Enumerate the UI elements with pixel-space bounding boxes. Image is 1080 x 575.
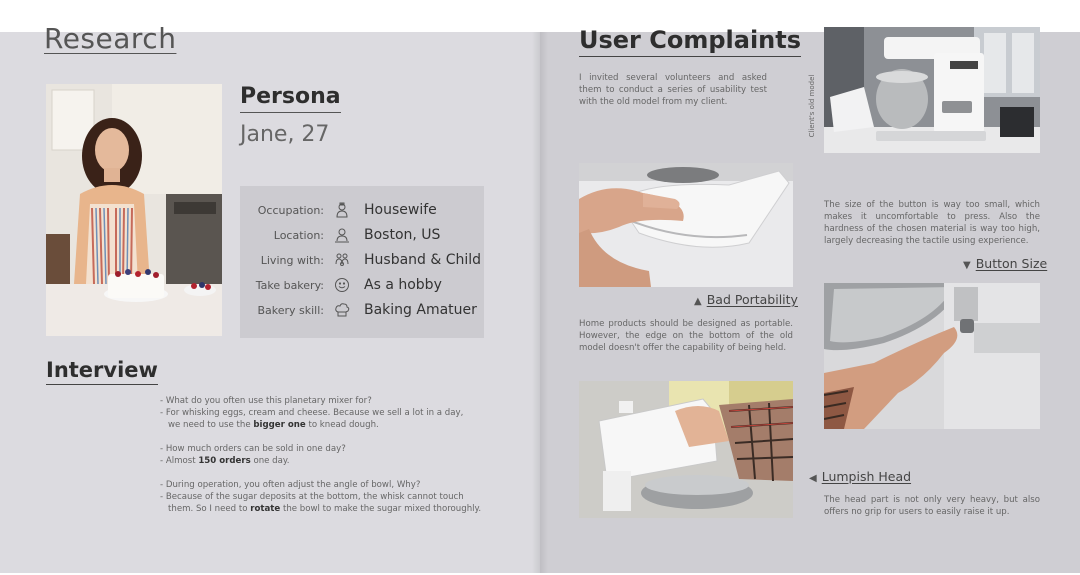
interview-line: - Because of the sugar deposits at the bottom, the whisk cannot touch: [160, 492, 464, 502]
lumpish-head-description: The head part is not only very heavy, but also offers no grip for users to easily raise it up.: [824, 495, 1040, 517]
info-value: Husband & Child: [364, 252, 482, 268]
interview-line: we need to use the bigger one to knead dough.: [168, 420, 379, 430]
info-label: Bakery skill:: [257, 304, 324, 317]
person-icon: [334, 202, 350, 218]
persona-photo: [46, 84, 222, 336]
button-size-label: ▼ Button Size: [963, 256, 1048, 271]
interview-line: - How much orders can be sold in one day?: [160, 444, 346, 454]
page-gutter: [532, 32, 548, 573]
interview-line: - During operation, you often adjust the angle of bowl, Why?: [160, 480, 421, 490]
interview-line: - For whisking eggs, cream and cheese. Because we sell a lot in a day,: [160, 408, 464, 418]
lumpish-head-label: ◀ Lumpish Head: [809, 469, 912, 484]
button-size-description: The size of the button is way too small, which makes it uncomfortable to press. Also the hardness of the chosen material is way too high, largely decreasing the tactile using experience.: [824, 200, 1040, 246]
old-model-caption: Client's old model: [808, 74, 816, 138]
info-row-take-bakery: [240, 275, 484, 300]
interview-line: - Almost 150 orders one day.: [160, 456, 290, 466]
info-value: Baking Amatuer: [364, 302, 477, 318]
info-label: Take bakery:: [255, 279, 324, 292]
old-model-photo: [824, 27, 1040, 153]
info-value: Housewife: [364, 202, 437, 218]
info-value: As a hobby: [364, 277, 442, 293]
interview-heading: Interview: [46, 358, 158, 385]
info-row-living-with: [240, 250, 484, 275]
interview-line: - What do you often use this planetary mixer for?: [160, 396, 372, 406]
info-row-location: [240, 225, 484, 250]
info-label: Location:: [273, 229, 324, 242]
user-complaints-heading: User Complaints: [579, 26, 801, 57]
chef-hat-icon: [334, 302, 350, 318]
triangle-down-icon: ▼: [963, 260, 971, 271]
triangle-up-icon: ▲: [694, 296, 702, 307]
info-label: Occupation:: [257, 204, 324, 217]
location-person-icon: [334, 227, 350, 243]
portability-photo: [579, 163, 793, 287]
info-row-bakery-skill: [240, 300, 484, 325]
info-value: Boston, US: [364, 227, 441, 243]
persona-heading: Persona: [240, 84, 341, 113]
triangle-left-icon: ◀: [809, 473, 817, 484]
bad-portability-description: Home products should be designed as portable. However, the edge on the bottom of the old model doesn't offer the capability of being held.: [579, 319, 793, 353]
family-icon: [334, 252, 350, 268]
info-label: Living with:: [260, 254, 324, 267]
info-row-occupation: [240, 200, 484, 225]
interview-line: them. So I need to rotate the bowl to make the sugar mixed thoroughly.: [168, 504, 482, 514]
complaints-intro-text: I invited several volunteers and asked them to conduct a series of usability test with the old model from my client.: [579, 73, 767, 107]
button-size-photo: [824, 283, 1040, 429]
interview-transcript: [160, 395, 490, 515]
smile-icon: [334, 277, 350, 293]
persona-info-box: [240, 186, 484, 338]
bad-portability-label: ▲ Bad Portability: [694, 292, 798, 307]
lumpish-head-photo: [579, 381, 793, 518]
persona-name-age: Jane, 27: [240, 122, 330, 147]
research-title: Research: [44, 22, 177, 55]
